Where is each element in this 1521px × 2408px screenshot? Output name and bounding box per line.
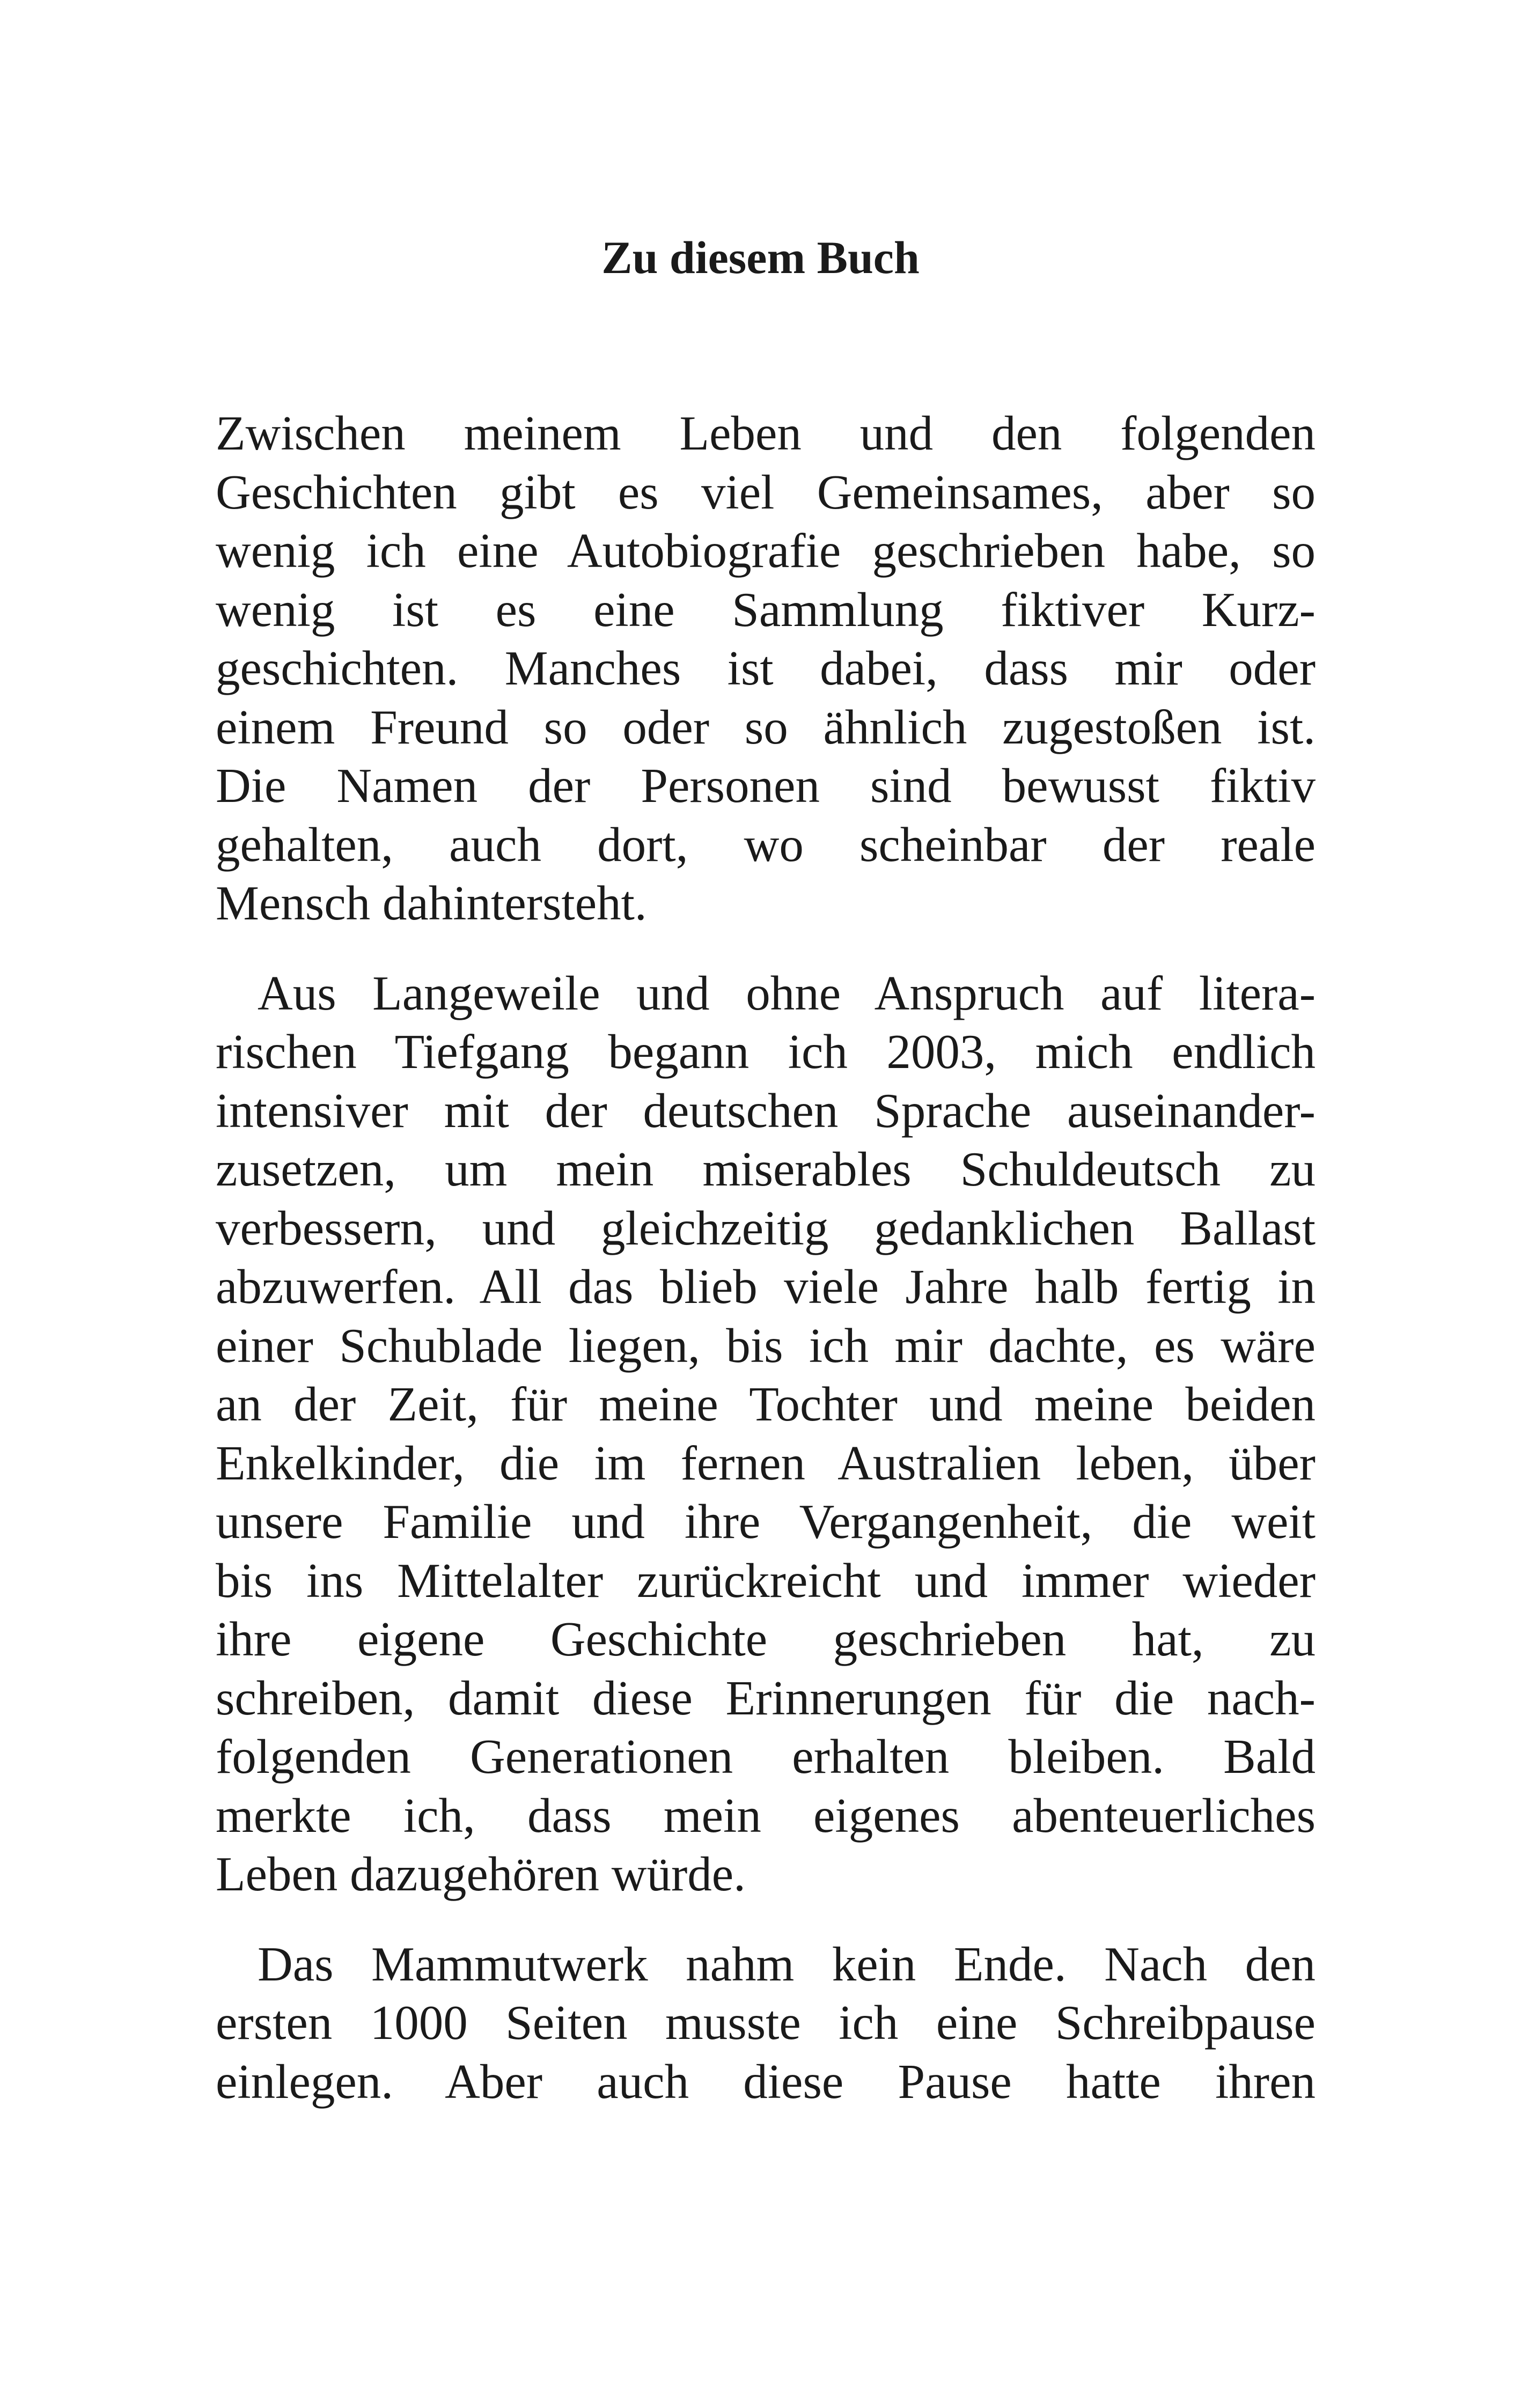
text-line: rischen Tiefgang begann ich 2003, mich endlich [216, 1025, 1316, 1079]
paragraph-2 [216, 964, 1316, 1904]
text-line: abzuwerfen. All das blieb viele Jahre halb fertig in [216, 1260, 1316, 1314]
text-line: einlegen. Aber auch diese Pause hatte ihren [216, 2054, 1316, 2109]
text-line: schreiben, damit diese Erinnerungen für die nach- [216, 1670, 1316, 1725]
text-line: Das Mammutwerk nahm kein Ende. Nach den [258, 1936, 1316, 1991]
text-line: unsere Familie und ihre Vergangenheit, die weit [216, 1494, 1316, 1549]
text-line: Geschichten gibt es viel Gemeinsames, aber so [216, 465, 1316, 519]
text-line: zusetzen, um mein miserables Schuldeutsch zu [216, 1142, 1316, 1196]
text-line: folgenden Generationen erhalten bleiben. Bald [216, 1729, 1316, 1784]
text-line: Leben dazugehören würde. [216, 1847, 746, 1901]
paragraph-gap [216, 1904, 1316, 1935]
text-line: bis ins Mittelalter zurückreicht und immer wieder [216, 1553, 1316, 1608]
text-line: einer Schublade liegen, bis ich mir dachte, es wäre [216, 1318, 1316, 1373]
page-title: Zu diesem Buch [601, 232, 920, 283]
text-line: wenig ich eine Autobiografie geschrieben habe, so [216, 524, 1316, 578]
text-line: Aus Langeweile und ohne Anspruch auf litera- [258, 966, 1316, 1020]
text-line: intensiver mit der deutschen Sprache auseinander- [216, 1083, 1316, 1138]
text-line: verbessern, und gleichzeitig gedanklichen Ballast [216, 1201, 1316, 1255]
text-line: Die Namen der Personen sind bewusst fiktiv [216, 759, 1316, 813]
text-line: geschichten. Manches ist dabei, dass mir oder [216, 641, 1316, 695]
text-line: einem Freund so oder so ähnlich zugestoßen ist. [216, 699, 1316, 754]
paragraph-1 [216, 404, 1316, 933]
text-line: gehalten, auch dort, wo scheinbar der reale [216, 817, 1316, 872]
text-line: an der Zeit, für meine Tochter und meine beiden [216, 1377, 1316, 1431]
text-line: Zwischen meinem Leben und den folgenden [216, 406, 1316, 460]
paragraph-gap [216, 933, 1316, 964]
text-line: Enkelkinder, die im fernen Australien leben, über [216, 1435, 1316, 1490]
text-line: merkte ich, dass mein eigenes abenteuerliches [216, 1788, 1316, 1843]
body-text [216, 404, 1316, 2111]
text-line: ihre eigene Geschichte geschrieben hat, zu [216, 1612, 1316, 1666]
text-line: wenig ist es eine Sammlung fiktiver Kurz- [216, 582, 1316, 637]
paragraph-3 [216, 1935, 1316, 2111]
text-line: ersten 1000 Seiten musste ich eine Schreibpause [216, 1995, 1316, 2050]
text-line: Mensch dahintersteht. [216, 876, 647, 930]
